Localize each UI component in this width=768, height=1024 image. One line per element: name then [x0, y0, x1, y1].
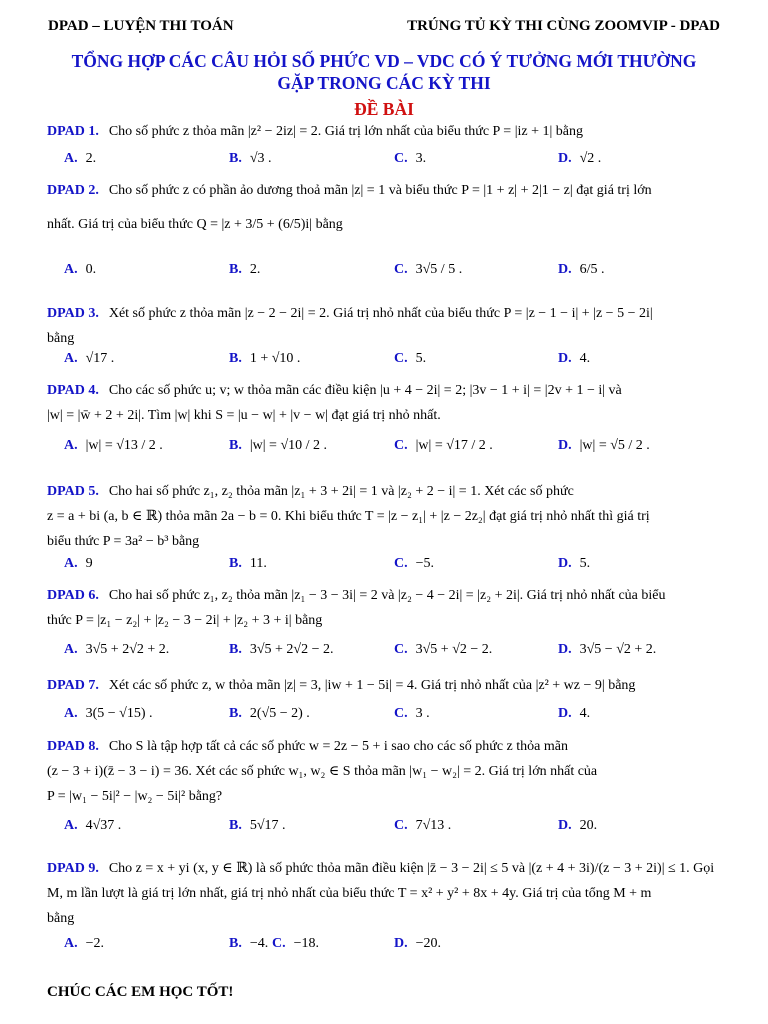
question-text: Xét số phức z thỏa mãn |z − 2 − 2i| = 2. Giá trị nhỏ nhất của biểu thức P = |z − 1 − i| + |z − 5 − 2i|	[108, 306, 653, 321]
answer-c: C. 5.	[394, 351, 427, 366]
question-label: DPAD 9.	[47, 861, 99, 876]
question-7	[47, 673, 720, 698]
answer-b: B. 11.	[229, 556, 267, 571]
answer-c: C. −18.	[272, 936, 320, 951]
answer-a: A. 3√5 + 2√2 + 2.	[64, 642, 170, 657]
answer-d: D. 3√5 − √2 + 2.	[558, 642, 657, 657]
answer-a: A. 2.	[64, 151, 97, 166]
question-text: Cho S là tập hợp tất cả các số phức w = 2z − 5 + i sao cho các số phức z thỏa mãn	[108, 739, 568, 754]
answer-d: D. 5.	[558, 556, 591, 571]
answer-d: D. √2 .	[558, 151, 602, 166]
answer-b: B. |w| = √10 / 2 .	[229, 438, 328, 453]
question-text: Cho hai số phức z₁, z₂ thỏa mãn |z₁ − 3 − 3i| = 2 và |z₂ − 4 − 2i| = |z₂ + 2i|. Giá trị nhỏ nhất của biểu	[108, 588, 666, 603]
question-text: z = a + bi (a, b ∈ ℝ) thỏa mãn 2a − b = 0. Khi biểu thức T = |z − z₁| + |z − 2z₂| đạt giá trị nhỏ nhất thì giá trị	[47, 509, 650, 524]
question-text: nhất. Giá trị của biểu thức Q = |z + 3/5 + (6/5)i| bằng	[47, 217, 343, 232]
answer-c: C. 3√5 + √2 − 2.	[394, 642, 493, 657]
document-title	[30, 50, 738, 94]
question-text: Cho các số phức u; v; w thỏa mãn các điều kiện |u + 4 − 2i| = 2; |3v − 1 + i| = |2v + 1 − i| và	[108, 383, 622, 398]
question-text: Cho số phức z thỏa mãn |z² − 2iz| = 2. Giá trị lớn nhất của biểu thức P = |iz + 1| bằng	[108, 124, 584, 139]
answer-b: B. 1 + √10 .	[229, 351, 301, 366]
question-text: biểu thức P = 3a² − b³ bằng	[47, 534, 200, 549]
header-right: TRÚNG TỦ KỲ THI CÙNG ZOOMVIP - DPAD	[407, 18, 720, 34]
question-4	[47, 378, 720, 428]
answer-b: B. 2(√5 − 2) .	[229, 706, 310, 721]
answer-c: C. |w| = √17 / 2 .	[394, 438, 493, 453]
question-text: bằng	[47, 911, 75, 926]
question-label: DPAD 7.	[47, 678, 99, 693]
question-text: Xét các số phức z, w thỏa mãn |z| = 3, |iw + 1 − 5i| = 4. Giá trị nhỏ nhất của |z² + wz − 9| bằng	[108, 678, 636, 693]
question-label: DPAD 1.	[47, 124, 99, 139]
question-text: |w| = |w̄ + 2 + 2i|. Tìm |w| khi S = |u − w| + |v − w| đạt giá trị nhỏ nhất.	[47, 408, 441, 423]
question-label: DPAD 2.	[47, 183, 99, 198]
question-text: thức P = |z₁ − z₂| + |z₂ − 3 − 2i| + |z₂ + 3 + i| bằng	[47, 613, 323, 628]
page-header	[48, 18, 720, 40]
question-label: DPAD 4.	[47, 383, 99, 398]
title-line-2: GẶP TRONG CÁC KỲ THI	[277, 73, 491, 93]
answer-c: C. 3.	[394, 151, 427, 166]
question-text: P = |w₁ − 5i|² − |w₂ − 5i|² bằng?	[47, 789, 223, 804]
question-9	[47, 856, 720, 931]
answer-b: B. −4.	[229, 936, 269, 951]
answer-d: D. 4.	[558, 706, 591, 721]
answer-a: A. 0.	[64, 262, 97, 277]
answer-b: B. 2.	[229, 262, 261, 277]
answer-b: B. √3 .	[229, 151, 272, 166]
answer-c: C. 3√5 / 5 .	[394, 262, 463, 277]
answer-d: D. 20.	[558, 818, 598, 833]
answer-a: A. √17 .	[64, 351, 115, 366]
section-title: ĐỀ BÀI	[354, 99, 414, 119]
question-label: DPAD 3.	[47, 306, 99, 321]
question-text: M, m lần lượt là giá trị lớn nhất, giá trị nhỏ nhất của biểu thức T = x² + y² + 8x + 4y. Giá trị của tổng M + m	[47, 886, 652, 901]
question-text: Cho z = x + yi (x, y ∈ ℝ) là số phức thỏa mãn điều kiện |z̄ − 3 − 2i| ≤ 5 và |(z + 4 + 3i)/(z − 3 + 2i)| ≤ 1. Gọi	[108, 861, 715, 876]
question-label: DPAD 5.	[47, 484, 99, 499]
answer-a: A. 3(5 − √15) .	[64, 706, 153, 721]
question-6	[47, 583, 720, 633]
answer-a: A. |w| = √13 / 2 .	[64, 438, 163, 453]
answer-d: D. 4.	[558, 351, 591, 366]
header-left: DPAD – LUYỆN THI TOÁN	[48, 18, 234, 34]
question-3	[47, 301, 720, 351]
answer-c: C. −5.	[394, 556, 435, 571]
answer-b: B. 5√17 .	[229, 818, 286, 833]
answer-d: D. 6/5 .	[558, 262, 605, 277]
answer-a: A. −2.	[64, 936, 105, 951]
question-label: DPAD 6.	[47, 588, 99, 603]
answer-d: D. |w| = √5 / 2 .	[558, 438, 650, 453]
question-text: Cho số phức z có phần ảo dương thoả mãn |z| = 1 và biểu thức P = |1 + z| + 2|1 − z| đạt giá trị lớn	[108, 183, 652, 198]
question-label: DPAD 8.	[47, 739, 99, 754]
answer-d: D. −20.	[394, 936, 442, 951]
answer-c: C. 3 .	[394, 706, 430, 721]
question-5	[47, 479, 720, 554]
title-line-1: TỔNG HỢP CÁC CÂU HỎI SỐ PHỨC VD – VDC CÓ Ý TƯỞNG MỚI THƯỜNG	[71, 51, 697, 71]
question-text: Cho hai số phức z₁, z₂ thỏa mãn |z₁ + 3 + 2i| = 1 và |z₂ + 2 − i| = 1. Xét các số phức	[108, 484, 574, 499]
answer-b: B. 3√5 + 2√2 − 2.	[229, 642, 334, 657]
answer-a: A. 4√37 .	[64, 818, 122, 833]
question-text: bằng	[47, 331, 75, 346]
question-text: (z − 3 + i)(z̄ − 3 − i) = 36. Xét các số phức w₁, w₂ ∈ S thỏa mãn |w₁ − w₂| = 2. Giá trị lớn nhất của	[47, 764, 598, 779]
question-8	[47, 734, 720, 809]
question-1	[47, 119, 720, 144]
closing-message: CHÚC CÁC EM HỌC TỐT!	[47, 984, 234, 1000]
answer-a: A. 9	[64, 556, 93, 571]
question-2	[47, 178, 720, 237]
answer-c: C. 7√13 .	[394, 818, 452, 833]
